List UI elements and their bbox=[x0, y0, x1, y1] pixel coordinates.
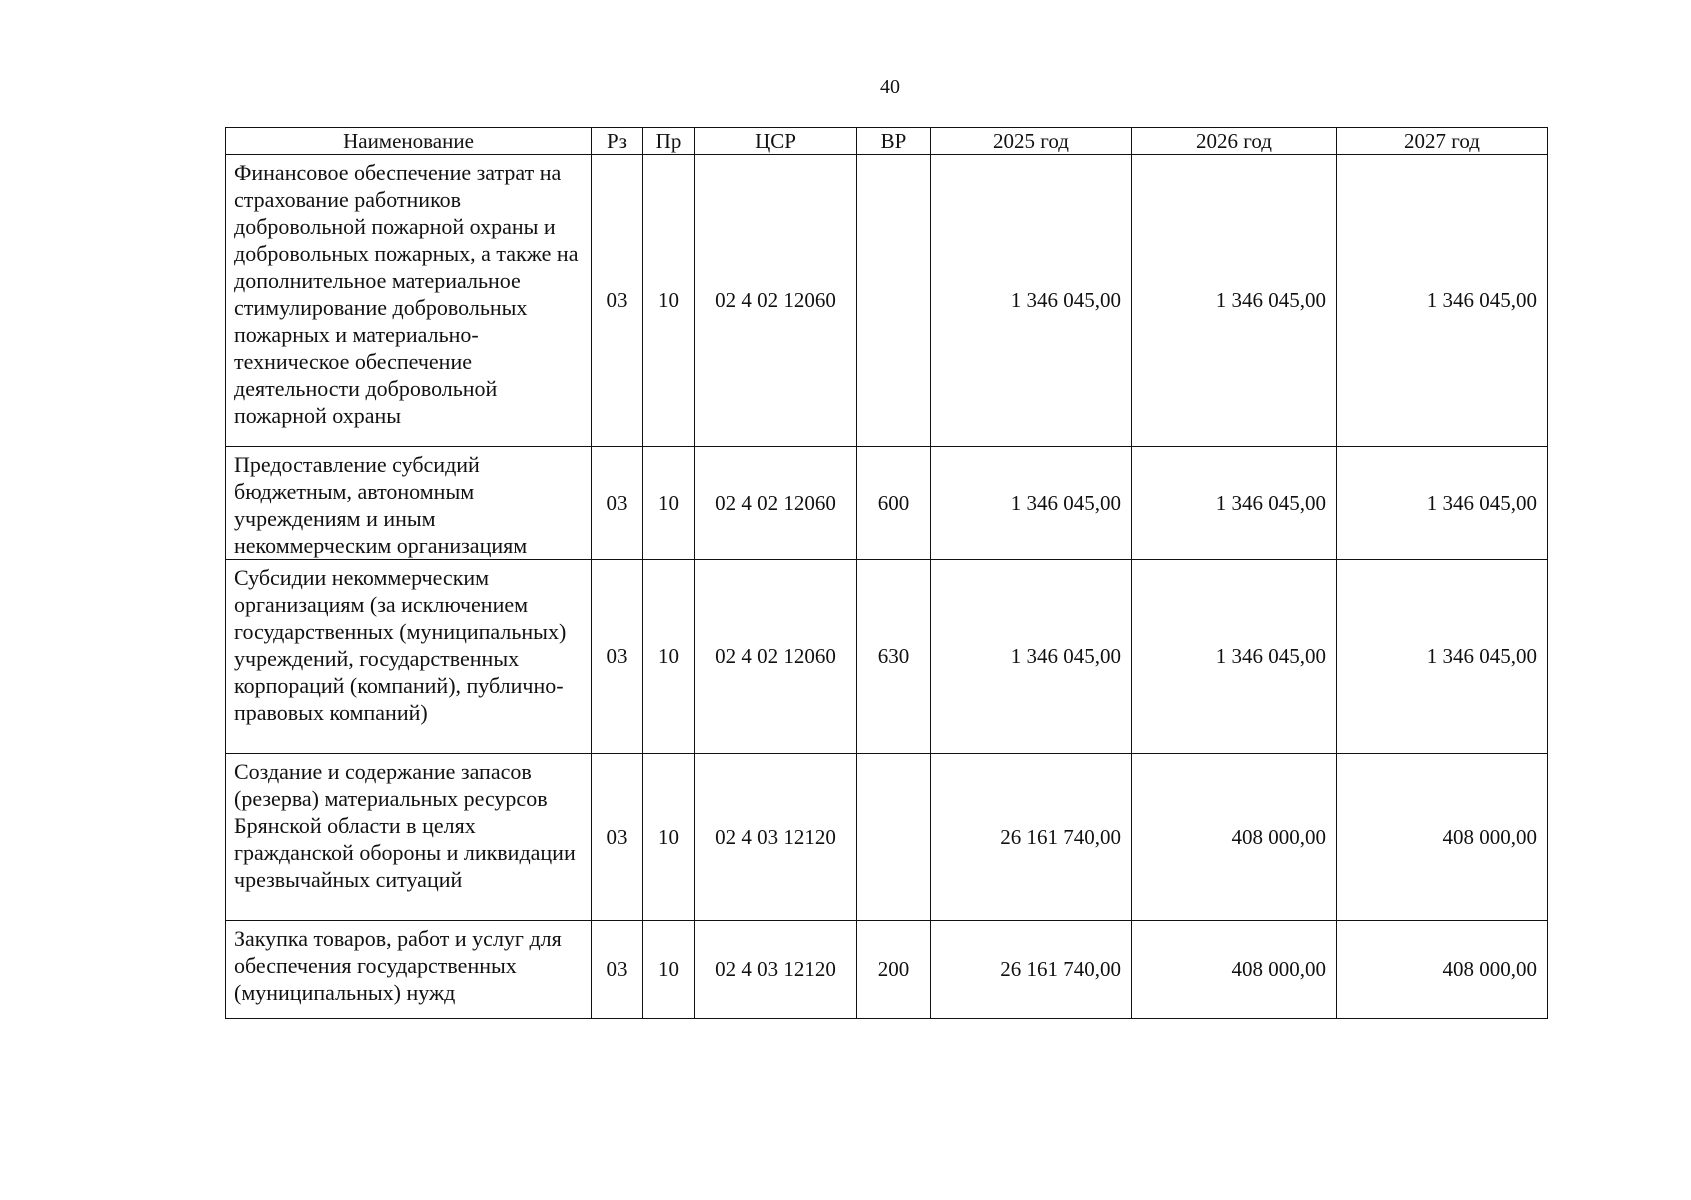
header-rz: Рз bbox=[592, 128, 643, 155]
cell-name: Предоставление субсидий бюджетным, автономным учреждениям и иным некоммерческим организациям bbox=[226, 447, 592, 560]
cell-2026: 1 346 045,00 bbox=[1132, 155, 1337, 447]
cell-vr: 200 bbox=[857, 921, 931, 1019]
table-header-row bbox=[226, 128, 1548, 155]
cell-csr: 02 4 03 12120 bbox=[695, 754, 857, 921]
cell-pr: 10 bbox=[643, 754, 695, 921]
cell-pr: 10 bbox=[643, 560, 695, 754]
cell-2026: 1 346 045,00 bbox=[1132, 447, 1337, 560]
page-number: 40 bbox=[880, 76, 900, 98]
cell-2025: 1 346 045,00 bbox=[931, 560, 1132, 754]
header-2025: 2025 год bbox=[931, 128, 1132, 155]
header-2026: 2026 год bbox=[1132, 128, 1337, 155]
cell-2025: 1 346 045,00 bbox=[931, 447, 1132, 560]
cell-2026: 1 346 045,00 bbox=[1132, 560, 1337, 754]
cell-2027: 1 346 045,00 bbox=[1337, 447, 1548, 560]
header-csr: ЦСР bbox=[695, 128, 857, 155]
cell-rz: 03 bbox=[592, 754, 643, 921]
cell-name: Финансовое обеспечение затрат на страхование работников добровольной пожарной охраны и добровольных пожарных, а также на дополнительное материальное стимулирование добровольных пожарных и материально-техническое обеспечение деятельности добровольной пожарной охраны bbox=[226, 155, 592, 447]
table-row bbox=[226, 921, 1548, 1019]
cell-2026: 408 000,00 bbox=[1132, 921, 1337, 1019]
cell-rz: 03 bbox=[592, 447, 643, 560]
cell-vr bbox=[857, 155, 931, 447]
cell-csr: 02 4 02 12060 bbox=[695, 155, 857, 447]
cell-csr: 02 4 03 12120 bbox=[695, 921, 857, 1019]
cell-2027: 1 346 045,00 bbox=[1337, 155, 1548, 447]
cell-2027: 408 000,00 bbox=[1337, 754, 1548, 921]
cell-pr: 10 bbox=[643, 447, 695, 560]
table-row bbox=[226, 447, 1548, 560]
header-pr: Пр bbox=[643, 128, 695, 155]
header-name: Наименование bbox=[226, 128, 592, 155]
cell-csr: 02 4 02 12060 bbox=[695, 447, 857, 560]
cell-name: Закупка товаров, работ и услуг для обеспечения государственных (муниципальных) нужд bbox=[226, 921, 592, 1019]
header-2027: 2027 год bbox=[1337, 128, 1548, 155]
cell-2026: 408 000,00 bbox=[1132, 754, 1337, 921]
cell-2025: 26 161 740,00 bbox=[931, 921, 1132, 1019]
cell-2025: 26 161 740,00 bbox=[931, 754, 1132, 921]
header-vr: ВР bbox=[857, 128, 931, 155]
cell-rz: 03 bbox=[592, 921, 643, 1019]
cell-csr: 02 4 02 12060 bbox=[695, 560, 857, 754]
cell-pr: 10 bbox=[643, 155, 695, 447]
table-row bbox=[226, 754, 1548, 921]
cell-rz: 03 bbox=[592, 155, 643, 447]
budget-table bbox=[225, 127, 1548, 1019]
cell-vr: 630 bbox=[857, 560, 931, 754]
cell-name: Создание и содержание запасов (резерва) материальных ресурсов Брянской области в целях гражданской обороны и ликвидации чрезвычайных ситуаций bbox=[226, 754, 592, 921]
table-row bbox=[226, 155, 1548, 447]
table-row bbox=[226, 560, 1548, 754]
cell-2027: 1 346 045,00 bbox=[1337, 560, 1548, 754]
cell-pr: 10 bbox=[643, 921, 695, 1019]
cell-vr: 600 bbox=[857, 447, 931, 560]
cell-2027: 408 000,00 bbox=[1337, 921, 1548, 1019]
cell-2025: 1 346 045,00 bbox=[931, 155, 1132, 447]
cell-name: Субсидии некоммерческим организациям (за исключением государственных (муниципальных) учреждений, государственных корпораций (компаний), публично-правовых компаний) bbox=[226, 560, 592, 754]
cell-vr bbox=[857, 754, 931, 921]
cell-rz: 03 bbox=[592, 560, 643, 754]
